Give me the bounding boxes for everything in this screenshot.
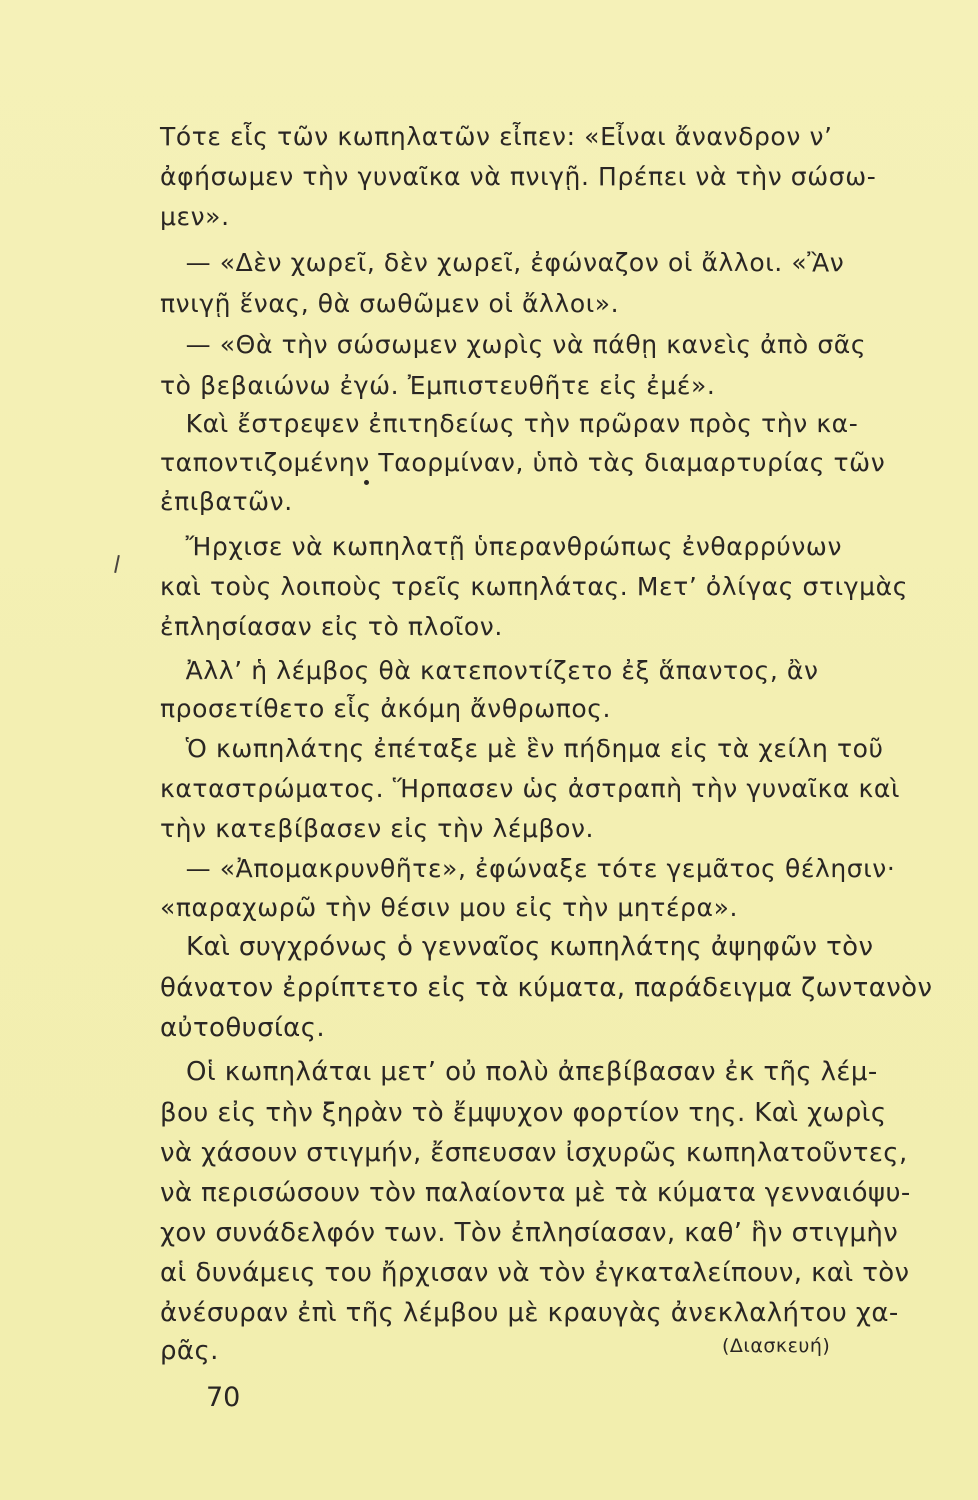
text-line: καταστρώματος. Ἥρπασεν ὡς ἀστραπὴ τὴν γυναῖκα καὶ (160, 774, 901, 803)
text-line: «παραχωρῶ τὴν θέσιν μου εἰς τὴν μητέρα». (160, 893, 739, 922)
text-line: προσετίθετο εἷς ἀκόμη ἄνθρωπος. (160, 694, 612, 723)
text-line: — «Ἀπομακρυνθῆτε», ἐφώναξε τότε γεμᾶτος θέλησιν· (160, 854, 896, 883)
text-line: ἀφήσωμεν τὴν γυναῖκα νὰ πνιγῇ. Πρέπει νὰ τὴν σώσω- (160, 162, 877, 191)
text-line: ρᾶς. (160, 1336, 219, 1366)
text-line: μεν». (160, 202, 230, 231)
text-line: ἐπλησίασαν εἰς τὸ πλοῖον. (160, 612, 503, 641)
text-line: Οἱ κωπηλάται μετ’ οὐ πολὺ ἀπεβίβασαν ἐκ τῆς λέμ- (160, 1057, 878, 1087)
text-line: — «Θὰ τὴν σώσωμεν χωρὶς νὰ πάθῃ κανεὶς ἀπὸ σᾶς (160, 330, 867, 359)
text-line: — «Δὲν χωρεῖ, δὲν χωρεῖ, ἐφώναζον οἱ ἄλλοι. «Ἂν (160, 248, 845, 277)
text-line: Ἤρχισε νὰ κωπηλατῇ ὑπερανθρώπως ἐνθαρρύνων (160, 532, 843, 561)
text-line: ἐπιβατῶν. (160, 487, 293, 516)
text-line: Ὁ κωπηλάτης ἐπέταξε μὲ ἓν πήδημα εἰς τὰ χείλη τοῦ (160, 734, 884, 763)
page-number: 70 (206, 1382, 241, 1413)
text-line: τὸ βεβαιώνω ἐγώ. Ἐμπιστευθῆτε εἰς ἐμέ». (160, 371, 716, 400)
text-line: καὶ τοὺς λοιποὺς τρεῖς κωπηλάτας. Μετ’ ὀλίγας στιγμὰς (160, 572, 908, 601)
source-attribution: (Διασκευή) (722, 1335, 831, 1357)
text-line: ἀνέσυραν ἐπὶ τῆς λέμβου μὲ κραυγὰς ἀνεκλαλήτου χα- (160, 1298, 899, 1328)
margin-tick-mark (114, 555, 120, 573)
text-line: πνιγῇ ἕνας, θὰ σωθῶμεν οἱ ἄλλοι». (160, 289, 620, 318)
text-line: τὴν κατεβίβασεν εἰς τὴν λέμβον. (160, 814, 595, 843)
text-line: Ἀλλ’ ἡ λέμβος θὰ κατεποντίζετο ἐξ ἅπαντος, ἂν (160, 656, 819, 685)
text-line: αὐτοθυσίας. (160, 1013, 326, 1043)
text-line: ταποντιζομένην Ταορμίναν, ὑπὸ τὰς διαμαρτυρίας τῶν (160, 448, 886, 477)
text-line: Τότε εἷς τῶν κωπηλατῶν εἶπεν: «Εἶναι ἄνανδρον ν’ (160, 122, 833, 151)
text-line: νὰ χάσουν στιγμήν, ἔσπευσαν ἰσχυρῶς κωπηλατοῦντες, (160, 1138, 908, 1168)
text-line: νὰ περισώσουν τὸν παλαίοντα μὲ τὰ κύματα γενναιόψυ- (160, 1178, 911, 1208)
text-line: Καὶ συγχρόνως ὁ γενναῖος κωπηλάτης ἀψηφῶν τὸν (160, 932, 874, 962)
ink-dot-mark (364, 480, 369, 485)
text-line: βου εἰς τὴν ξηρὰν τὸ ἔμψυχον φορτίον της. Καὶ χωρὶς (160, 1098, 887, 1128)
text-line: χον συνάδελφόν των. Τὸν ἐπλησίασαν, καθ’ ἣν στιγμὴν (160, 1218, 899, 1248)
text-line: αἱ δυνάμεις του ἤρχισαν νὰ τὸν ἐγκαταλείπουν, καὶ τὸν (160, 1258, 910, 1288)
text-line: θάνατον ἐρρίπτετο εἰς τὰ κύματα, παράδειγμα ζωντανὸν (160, 973, 933, 1003)
text-line: Καὶ ἔστρεψεν ἐπιτηδείως τὴν πρῶραν πρὸς τὴν κα- (160, 409, 859, 438)
